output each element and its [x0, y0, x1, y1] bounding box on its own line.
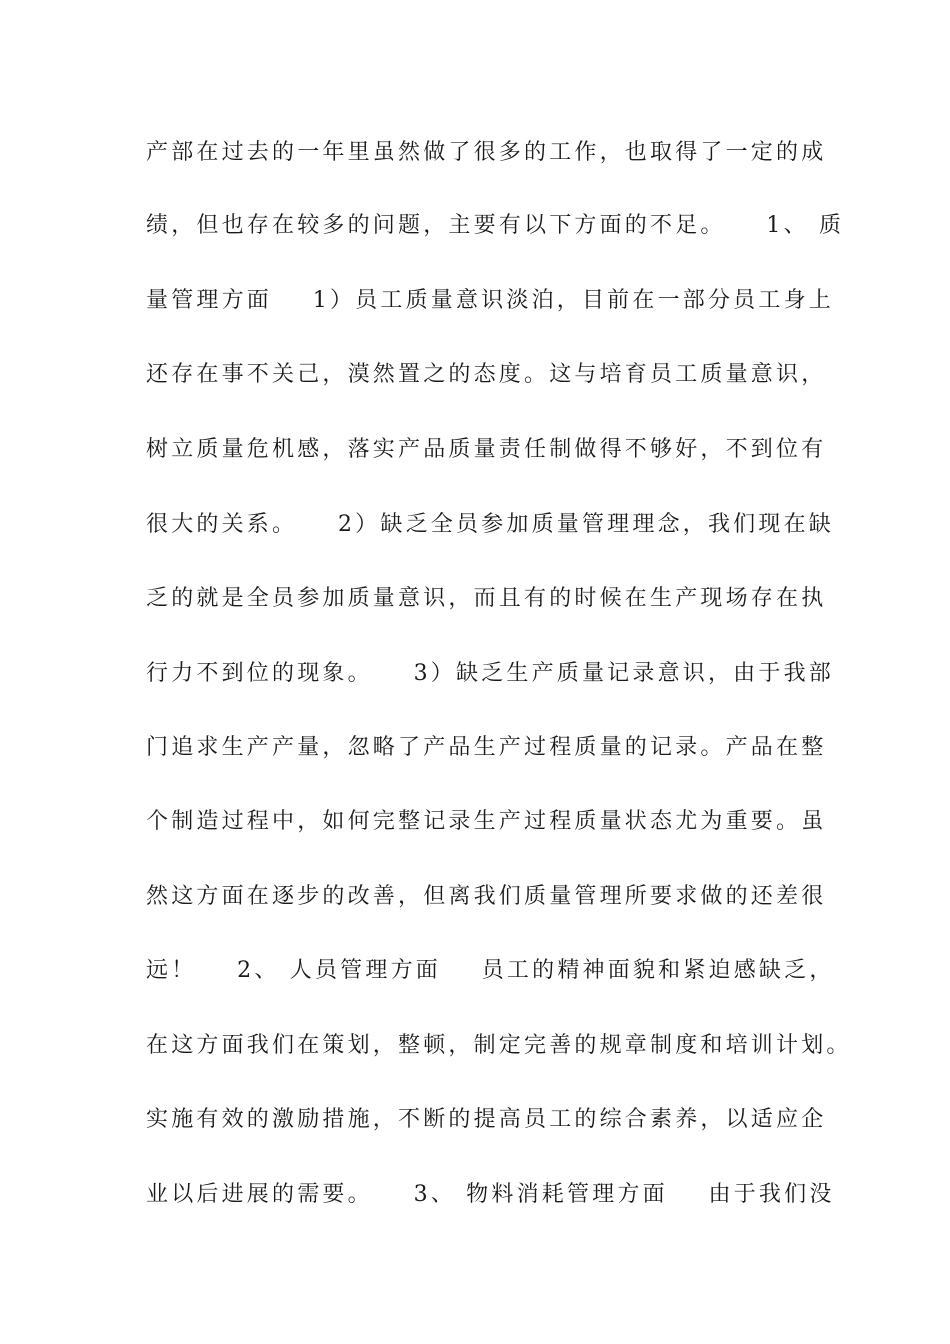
paragraph-line: 产部在过去的一年里虽然做了很多的工作，也取得了一定的成: [146, 140, 827, 165]
paragraph-line: 个制造过程中，如何完整记录生产过程质量状态尤为重要。虽: [146, 809, 827, 834]
paragraph-line: 绩，但也存在较多的问题，主要有以下方面的不足。 1、 质: [146, 213, 845, 238]
paragraph-line: 树立质量危机感，落实产品质量责任制做得不够好，不到位有: [146, 437, 827, 462]
paragraph-line: 实施有效的激励措施，不断的提高员工的综合素养，以适应企: [146, 1107, 827, 1132]
paragraph-line: 业以后进展的需要。 3、 物料消耗管理方面 由于我们没: [146, 1182, 835, 1207]
paragraph-line: 量管理方面 1）员工质量意识淡泊，目前在一部分员工身上: [146, 288, 834, 313]
paragraph-line: 乏的就是全员参加质量意识，而且有的时候在生产现场存在执: [146, 586, 827, 611]
paragraph-line: 在这方面我们在策划，整顿，制定完善的规章制度和培训计划。: [146, 1033, 852, 1058]
paragraph-line: 然这方面在逐步的改善，但离我们质量管理所要求做的还差很: [146, 884, 827, 909]
paragraph-line: 行力不到位的现象。 3）缺乏生产质量记录意识，由于我部: [146, 661, 834, 686]
paragraph-line: 门追求生产产量，忽略了产品生产过程质量的记录。产品在整: [146, 735, 827, 760]
paragraph-line: 很大的关系。 2）缺乏全员参加质量管理理念，我们现在缺: [146, 512, 834, 537]
paragraph-line: 远！ 2、 人员管理方面 员工的精神面貌和紧迫感缺乏，: [146, 958, 835, 983]
paragraph-line: 还存在事不关己，漠然置之的态度。这与培育员工质量意识，: [146, 362, 827, 387]
